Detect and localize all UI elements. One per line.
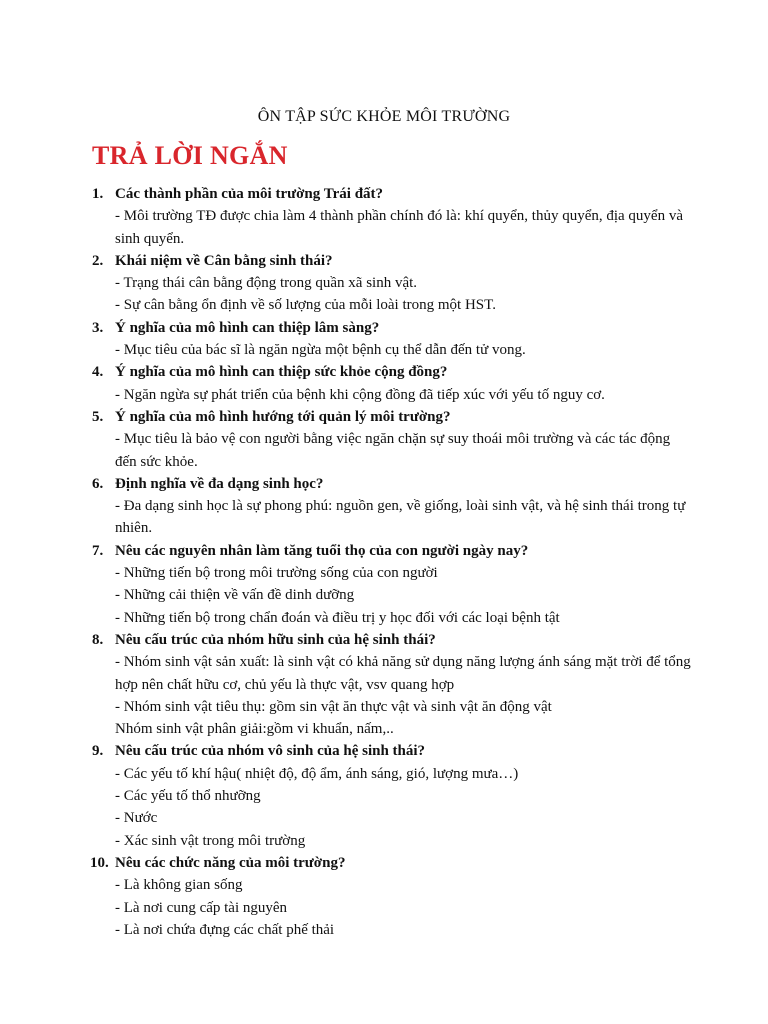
answer-line: - Những tiến bộ trong môi trường sống của con người	[115, 565, 438, 582]
question-text: Ý nghĩa của mô hình hướng tới quản lý môi trường?	[115, 408, 451, 425]
question-item	[92, 740, 692, 851]
question-number: 3.	[92, 319, 104, 336]
answer-line: - Mục tiêu là bảo vệ con người bằng việc ngăn chặn sự suy thoái môi trường và các tác động đến sức khỏe.	[115, 431, 671, 470]
section-heading: TRẢ LỜI NGẮN	[92, 141, 288, 170]
answer-line: - Ngăn ngừa sự phát triển của bệnh khi cộng đồng đã tiếp xúc với yếu tố nguy cơ.	[115, 386, 605, 403]
answer-line: Nhóm sinh vật phân giải:gồm vi khuẩn, nấm,..	[115, 721, 394, 738]
question-text: Nêu cấu trúc của nhóm hữu sinh của hệ sinh thái?	[115, 631, 436, 648]
answer-line: - Là không gian sống	[115, 877, 243, 894]
question-text: Các thành phần của môi trường Trái đất?	[115, 186, 384, 202]
question-list	[92, 183, 692, 941]
question-item	[92, 406, 692, 473]
question-number: 8.	[92, 631, 104, 648]
question-item	[92, 250, 692, 317]
question-number: 5.	[92, 408, 104, 425]
answer-line: - Đa dạng sinh học là sự phong phú: nguồn gen, về giống, loài sinh vật, và hệ sinh thái trong tự nhiên.	[115, 498, 686, 537]
question-text: Ý nghĩa của mô hình can thiệp lâm sàng?	[115, 319, 380, 336]
question-item	[92, 361, 692, 406]
question-item	[92, 540, 692, 629]
answer-line: - Các yếu tố thổ nhưỡng	[115, 788, 261, 805]
question-text: Nêu cấu trúc của nhóm vô sinh của hệ sinh thái?	[115, 743, 426, 760]
answer-line: - Là nơi chứa đựng các chất phế thải	[115, 921, 335, 938]
answer-line: - Những tiến bộ trong chẩn đoán và điều trị y học đối với các loại bệnh tật	[115, 609, 560, 626]
question-text: Nêu các nguyên nhân làm tăng tuổi thọ của con người ngày nay?	[115, 542, 529, 559]
answer-line: - Sự cân bằng ổn định về số lượng của mỗi loài trong một HST.	[115, 297, 496, 314]
answer-line: - Trạng thái cân bằng động trong quần xã sinh vật.	[115, 275, 418, 292]
question-number: 6.	[92, 475, 104, 492]
question-number: 1.	[92, 186, 104, 202]
question-item	[92, 852, 692, 941]
answer-line: - Môi trường TĐ được chia làm 4 thành phần chính đó là: khí quyển, thủy quyển, địa quyển và sinh quyển.	[115, 208, 683, 247]
question-text: Khái niệm về Cân bằng sinh thái?	[115, 252, 333, 269]
answer-line: - Nước	[115, 810, 158, 827]
question-number: 4.	[92, 364, 104, 381]
answer-line: - Mục tiêu của bác sĩ là ngăn ngừa một bệnh cụ thể dẫn đến tử vong.	[115, 342, 526, 359]
answer-line: - Những cải thiện về vấn đề dinh dưỡng	[115, 587, 355, 604]
question-text: Ý nghĩa của mô hình can thiệp sức khỏe cộng đồng?	[115, 364, 448, 381]
answer-line: - Nhóm sinh vật tiêu thụ: gồm sin vật ăn thực vật và sinh vật ăn động vật	[115, 698, 552, 715]
question-number: 7.	[92, 542, 104, 559]
answer-line: - Xác sinh vật trong môi trường	[115, 832, 306, 849]
question-number: 10.	[90, 854, 109, 871]
question-item	[92, 317, 692, 362]
question-item	[92, 183, 692, 250]
answer-line: - Nhóm sinh vật sản xuất: là sinh vật có khả năng sử dụng năng lượng ánh sáng mặt trời để tổng hợp nên chất hữu cơ, chủ yếu là thực vật, vsv quang hợp	[115, 654, 691, 693]
document-title: ÔN TẬP SỨC KHỎE MÔI TRƯỜNG	[257, 108, 511, 125]
question-text: Nêu các chức năng của môi trường?	[115, 854, 346, 871]
answer-line: - Các yếu tố khí hậu( nhiệt độ, độ ẩm, ánh sáng, gió, lượng mưa…)	[115, 765, 519, 782]
question-number: 9.	[92, 743, 104, 760]
question-number: 2.	[92, 252, 104, 269]
answer-line: - Là nơi cung cấp tài nguyên	[115, 899, 288, 916]
question-item	[92, 473, 692, 540]
question-item	[92, 629, 692, 740]
question-text: Định nghĩa về đa dạng sinh học?	[115, 475, 324, 492]
